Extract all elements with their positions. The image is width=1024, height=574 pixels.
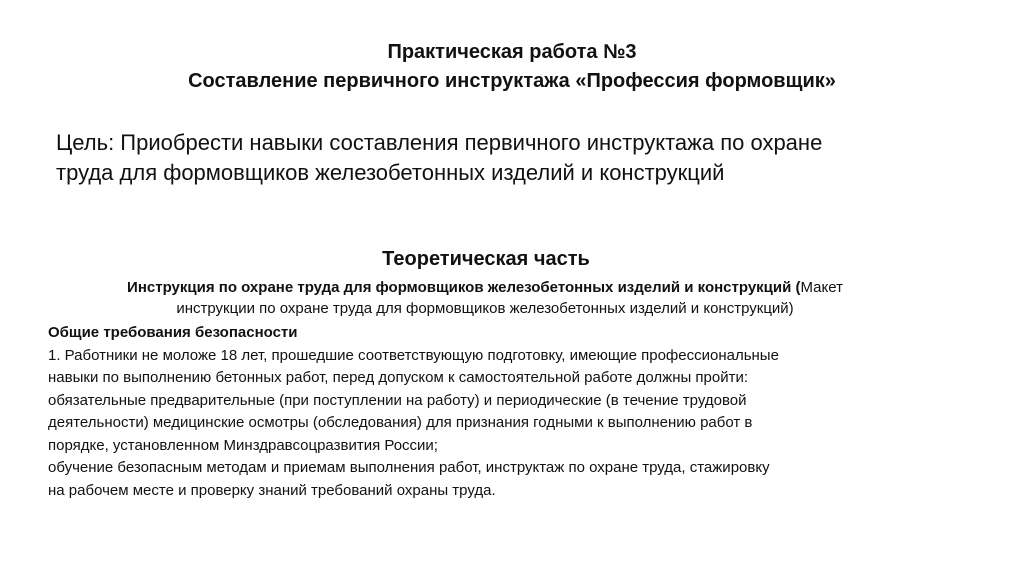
goal-line-1: Цель: Приобрести навыки составления первичного инструктажа по охране — [56, 130, 823, 155]
slide-title — [0, 38, 1024, 96]
instruction-note-start: Макет — [800, 279, 843, 296]
goal-line-2: труда для формовщиков железобетонных изделий и конструкций — [56, 160, 725, 185]
requirements-line: порядке, установленном Минздравсоцразвития России; — [48, 436, 438, 454]
requirements-body — [48, 322, 948, 502]
requirements-line: обязательные предварительные (при поступлении на работу) и периодические (в течение трудовой — [48, 391, 747, 409]
title-line-2: Составление первичного инструктажа «Профессия формовщик» — [188, 70, 836, 92]
instruction-heading — [40, 277, 930, 319]
instruction-line-1 — [40, 277, 930, 298]
requirements-subheading: Общие требования безопасности — [48, 324, 298, 341]
requirements-line: на рабочем месте и проверку знаний требований охраны труда. — [48, 481, 496, 499]
requirements-line: обучение безопасным методам и приемам выполнения работ, инструктаж по охране труда, стажировку — [48, 459, 770, 476]
instruction-line-2: инструкции по охране труда для формовщиков железобетонных изделий и конструкций) — [176, 300, 794, 317]
requirements-line: деятельности) медицинские осмотры (обследования) для признания годными к выполнению работ в — [48, 414, 753, 431]
title-line-1: Практическая работа №3 — [387, 41, 637, 63]
goal-paragraph — [56, 128, 976, 188]
theory-heading: Теоретическая часть — [382, 248, 590, 270]
requirements-line: 1. Работники не моложе 18 лет, прошедшие соответствующую подготовку, имеющие профессиональные — [48, 346, 779, 364]
instruction-title: Инструкция по охране труда для формовщиков железобетонных изделий и конструкций ( — [127, 279, 801, 296]
requirements-line: навыки по выполнению бетонных работ, перед допуском к самостоятельной работе должны пройти: — [48, 369, 749, 386]
